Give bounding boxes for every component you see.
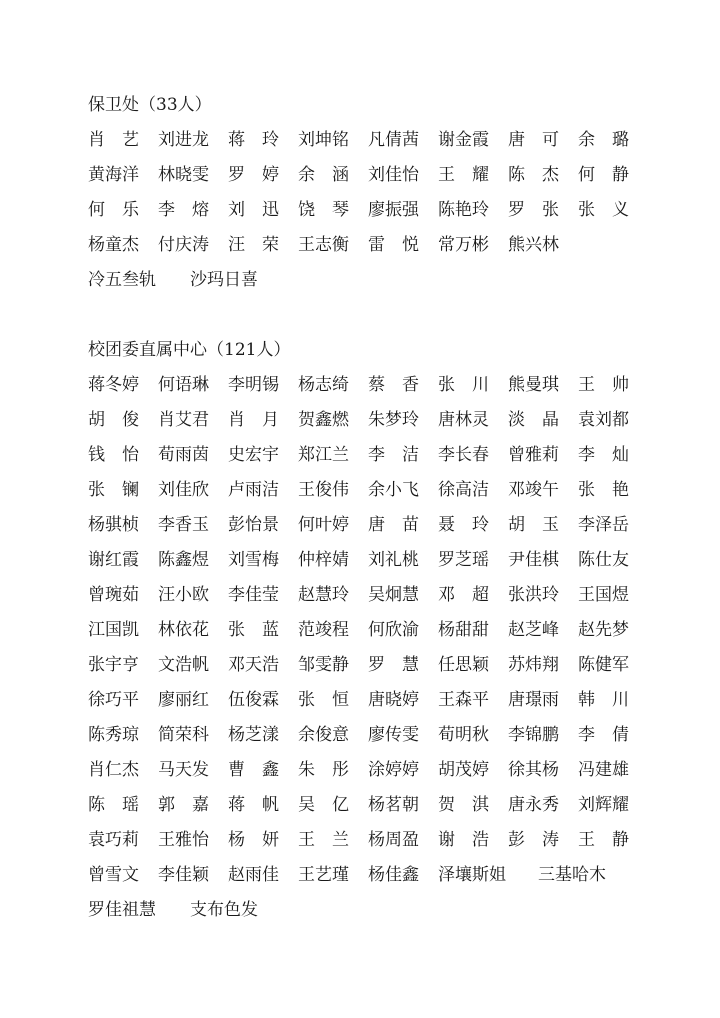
name-entry: 黄海洋 [88,165,139,185]
name-entry: 淡 晶 [508,410,559,430]
name-entry: 邹雯静 [298,655,349,675]
name-entry: 卢雨洁 [228,480,279,500]
name-entry: 尹佳棋 [508,550,559,570]
name-entry: 李泽岳 [578,515,629,535]
name-entry: 饶 琴 [298,200,349,220]
name-entry: 蒋冬婷 [88,375,139,395]
name-entry: 陈 瑶 [88,795,139,815]
name-entry: 赵先梦 [578,620,629,640]
name-entry: 肖 月 [228,410,279,430]
name-entry: 李长春 [438,445,489,465]
name-entry: 陈秀琼 [88,725,139,745]
name-entry: 荀雨茵 [158,445,209,465]
name-row [88,858,648,893]
name-entry: 肖 艺 [88,130,139,150]
name-entry: 吴炯慧 [368,585,419,605]
name-entry: 王 耀 [438,165,489,185]
name-entry: 胡 俊 [88,410,139,430]
name-row [88,473,648,508]
name-entry: 何 静 [578,165,629,185]
name-entry: 唐永秀 [508,795,559,815]
name-entry: 刘 迅 [228,200,279,220]
name-entry: 冷五叁轨 [88,270,156,290]
name-entry: 冯建雄 [578,760,629,780]
name-entry: 王 静 [578,830,629,850]
name-entry: 王艺瑾 [298,865,349,885]
name-entry: 唐 可 [508,130,559,150]
name-row [88,718,648,753]
name-entry: 朱梦玲 [368,410,419,430]
name-entry: 赵慧玲 [298,585,349,605]
name-row [88,648,648,683]
name-entry: 罗佳祖慧 [88,900,156,920]
name-entry: 王志衡 [298,235,349,255]
name-entry: 文浩帆 [158,655,209,675]
name-entry: 王雅怡 [158,830,209,850]
name-entry: 常万彬 [438,235,489,255]
name-entry: 马天发 [158,760,209,780]
name-entry: 林晓雯 [158,165,209,185]
name-entry: 贺鑫燃 [298,410,349,430]
name-entry: 胡茂婷 [438,760,489,780]
name-entry: 赵雨佳 [228,865,279,885]
name-entry: 徐其杨 [508,760,559,780]
name-entry: 胡 玉 [508,515,559,535]
name-row [88,613,648,648]
name-entry: 熊兴林 [508,235,559,255]
section-youth-league-center [88,333,648,928]
name-entry: 钱 怡 [88,445,139,465]
name-entry: 贺 淇 [438,795,489,815]
name-entry: 张 义 [578,200,629,220]
name-entry: 李佳颖 [158,865,209,885]
name-row [88,193,648,228]
name-entry: 唐晓婷 [368,690,419,710]
name-entry: 罗芝瑶 [438,550,489,570]
name-entry: 三基哈木 [538,865,606,885]
name-entry: 杨佳鑫 [368,865,419,885]
name-entry: 简荣科 [158,725,209,745]
name-entry: 涂婷婷 [368,760,419,780]
name-entry: 刘坤铭 [298,130,349,150]
name-entry: 刘佳怡 [368,165,419,185]
section-heading: 校团委直属中心（121人） [88,340,291,360]
name-entry: 陈健军 [578,655,629,675]
name-entry: 李 倩 [578,725,629,745]
name-entry: 杨童杰 [88,235,139,255]
name-entry: 何欣渝 [368,620,419,640]
name-entry: 王森平 [438,690,489,710]
name-entry: 余小飞 [368,480,419,500]
name-entry: 蔡 香 [368,375,419,395]
name-entry: 江国凯 [88,620,139,640]
name-entry: 刘辉耀 [578,795,629,815]
name-entry: 韩 川 [578,690,629,710]
name-entry: 杨骐桢 [88,515,139,535]
name-entry: 杨志绮 [298,375,349,395]
name-entry: 何语琳 [158,375,209,395]
name-entry: 杨 妍 [228,830,279,850]
name-entry: 陈仕友 [578,550,629,570]
name-entry: 蒋 帆 [228,795,279,815]
name-row [88,508,648,543]
name-row [88,263,648,298]
name-entry: 泽壤斯姐 [438,865,506,885]
name-entry: 曹 鑫 [228,760,279,780]
name-entry: 杨周盈 [368,830,419,850]
name-entry: 杨甜甜 [438,620,489,640]
name-entry: 曾雅莉 [508,445,559,465]
name-entry: 陈 杰 [508,165,559,185]
name-row [88,543,648,578]
name-entry: 伍俊霖 [228,690,279,710]
name-row [88,893,648,928]
name-entry: 何 乐 [88,200,139,220]
section-heading: 保卫处（33人） [88,95,212,115]
name-row [88,788,648,823]
name-entry: 邓竣午 [508,480,559,500]
name-entry: 彭怡景 [228,515,279,535]
name-entry: 刘雪梅 [228,550,279,570]
name-entry: 陈艳玲 [438,200,489,220]
name-entry: 袁刘都 [578,410,629,430]
name-entry: 谢红霞 [88,550,139,570]
name-entry: 刘佳欣 [158,480,209,500]
name-entry: 曾雪文 [88,865,139,885]
name-entry: 吴 亿 [298,795,349,815]
name-entry: 朱 彤 [298,760,349,780]
name-entry: 邓 超 [438,585,489,605]
name-entry: 曾琬茹 [88,585,139,605]
name-entry: 张洪玲 [508,585,559,605]
name-row [88,683,648,718]
name-entry: 沙玛日喜 [190,270,258,290]
name-entry: 余俊意 [298,725,349,745]
name-entry: 李 熔 [158,200,209,220]
name-row [88,158,648,193]
name-entry: 刘礼桃 [368,550,419,570]
name-entry: 廖振强 [368,200,419,220]
name-entry: 付庆涛 [158,235,209,255]
name-entry: 唐 苗 [368,515,419,535]
name-entry: 雷 悦 [368,235,419,255]
name-entry: 张 川 [438,375,489,395]
name-entry: 史宏宇 [228,445,279,465]
name-entry: 袁巧莉 [88,830,139,850]
name-entry: 陈鑫煜 [158,550,209,570]
name-entry: 范竣程 [298,620,349,640]
name-entry: 杨芝漾 [228,725,279,745]
name-entry: 张 镧 [88,480,139,500]
name-entry: 罗 婷 [228,165,279,185]
name-entry: 唐璟雨 [508,690,559,710]
name-row [88,403,648,438]
name-entry: 廖传雯 [368,725,419,745]
name-entry: 张宇亨 [88,655,139,675]
name-entry: 李 灿 [578,445,629,465]
name-row [88,753,648,788]
name-entry: 张 艳 [578,480,629,500]
name-entry: 何叶婷 [298,515,349,535]
name-entry: 谢 浩 [438,830,489,850]
name-row [88,578,648,613]
name-entry: 杨茗朝 [368,795,419,815]
name-entry: 肖仁杰 [88,760,139,780]
name-row [88,123,648,158]
name-entry: 余 璐 [578,130,629,150]
name-entry: 李明锡 [228,375,279,395]
name-entry: 荀明秋 [438,725,489,745]
name-entry: 汪小欧 [158,585,209,605]
name-entry: 郑江兰 [298,445,349,465]
name-row [88,438,648,473]
name-entry: 仲梓婧 [298,550,349,570]
name-entry: 徐巧平 [88,690,139,710]
name-row [88,368,648,403]
name-entry: 刘进龙 [158,130,209,150]
name-entry: 李锦鹏 [508,725,559,745]
name-entry: 王 兰 [298,830,349,850]
name-entry: 蒋 玲 [228,130,279,150]
name-entry: 支布色发 [190,900,258,920]
name-entry: 任思颖 [438,655,489,675]
name-entry: 王国煜 [578,585,629,605]
name-entry: 苏炜翔 [508,655,559,675]
name-entry: 汪 荣 [228,235,279,255]
name-entry: 李 洁 [368,445,419,465]
name-entry: 廖丽红 [158,690,209,710]
name-entry: 李香玉 [158,515,209,535]
name-entry: 罗 慧 [368,655,419,675]
name-entry: 聂 玲 [438,515,489,535]
name-entry: 唐林灵 [438,410,489,430]
name-row [88,228,648,263]
name-entry: 王 帅 [578,375,629,395]
name-entry: 凡倩茜 [368,130,419,150]
name-entry: 肖艾君 [158,410,209,430]
name-entry: 张 蓝 [228,620,279,640]
name-row [88,823,648,858]
name-entry: 彭 涛 [508,830,559,850]
name-entry: 罗 张 [508,200,559,220]
name-entry: 林依花 [158,620,209,640]
name-entry: 李佳莹 [228,585,279,605]
name-entry: 余 涵 [298,165,349,185]
name-entry: 熊曼琪 [508,375,559,395]
name-entry: 邓天浩 [228,655,279,675]
name-entry: 赵芝峰 [508,620,559,640]
name-entry: 谢金霞 [438,130,489,150]
section-security-office [88,88,648,298]
name-entry: 王俊伟 [298,480,349,500]
name-entry: 徐高洁 [438,480,489,500]
name-entry: 郭 嘉 [158,795,209,815]
name-entry: 张 恒 [298,690,349,710]
